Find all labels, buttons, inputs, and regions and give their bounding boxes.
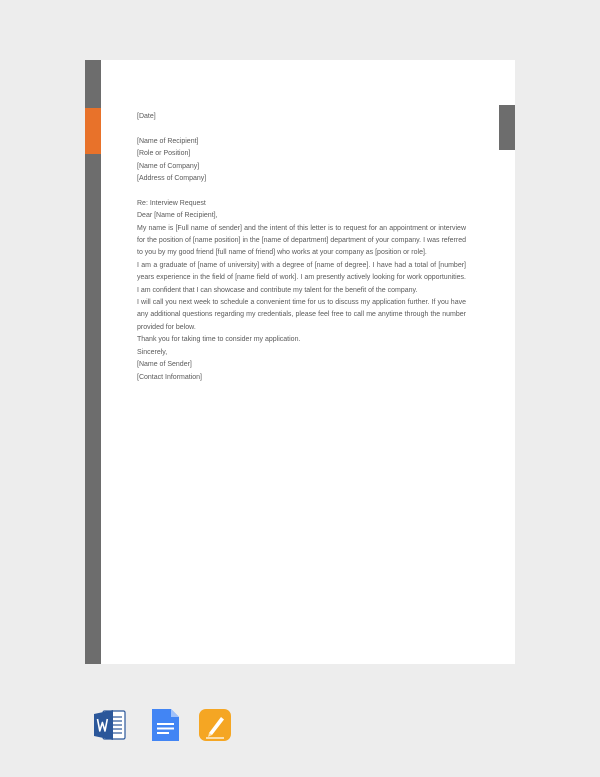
pages-icon[interactable] bbox=[198, 708, 232, 742]
right-tab-bar bbox=[499, 105, 515, 150]
recipient-role: [Role or Position] bbox=[137, 150, 191, 158]
paragraph-intro: My name is [Full name of sender] and the intent of this letter is to request for an appointment or interview for the position of [name position] in the [name of department] department of your company. I was referred to you by my good friend [full name of friend] who works at your company as [position or role]. bbox=[137, 224, 466, 257]
company-address: [Address of Company] bbox=[137, 175, 207, 183]
thank-you-line: Thank you for taking time to consider my application. bbox=[137, 336, 301, 344]
letter-body bbox=[137, 111, 466, 384]
word-icon[interactable] bbox=[93, 708, 127, 742]
signature-block bbox=[137, 359, 466, 384]
recipient-address-block bbox=[137, 136, 466, 186]
salutation: Dear [Name of Recipient], bbox=[137, 212, 218, 220]
company-name: [Name of Company] bbox=[137, 162, 200, 170]
sender-name: [Name of Sender] bbox=[137, 361, 192, 369]
closing-line: Sincerely, bbox=[137, 348, 168, 356]
subject-line: Re: Interview Request bbox=[137, 199, 206, 207]
sender-contact: [Contact Information] bbox=[137, 373, 202, 381]
paragraph-background: I am a graduate of [name of university] with a degree of [name of degree]. I have had a total of [number] years experience in the field of [name field of work]. I am presently actively looking for work opportunities. I am confident that I can showcase and contribute my talent for the benefit of the company. bbox=[137, 261, 466, 294]
left-accent-stripe bbox=[85, 108, 101, 154]
document-page bbox=[85, 60, 515, 664]
recipient-name: [Name of Recipient] bbox=[137, 137, 199, 145]
date-line: [Date] bbox=[137, 113, 156, 120]
paragraph-followup: I will call you next week to schedule a convenient time for us to discuss my application further. If you have any additional questions regarding my credentials, please feel free to call me anytime through the number provided for below. bbox=[137, 299, 466, 331]
google-docs-icon[interactable] bbox=[149, 708, 183, 742]
date-block bbox=[137, 111, 466, 123]
